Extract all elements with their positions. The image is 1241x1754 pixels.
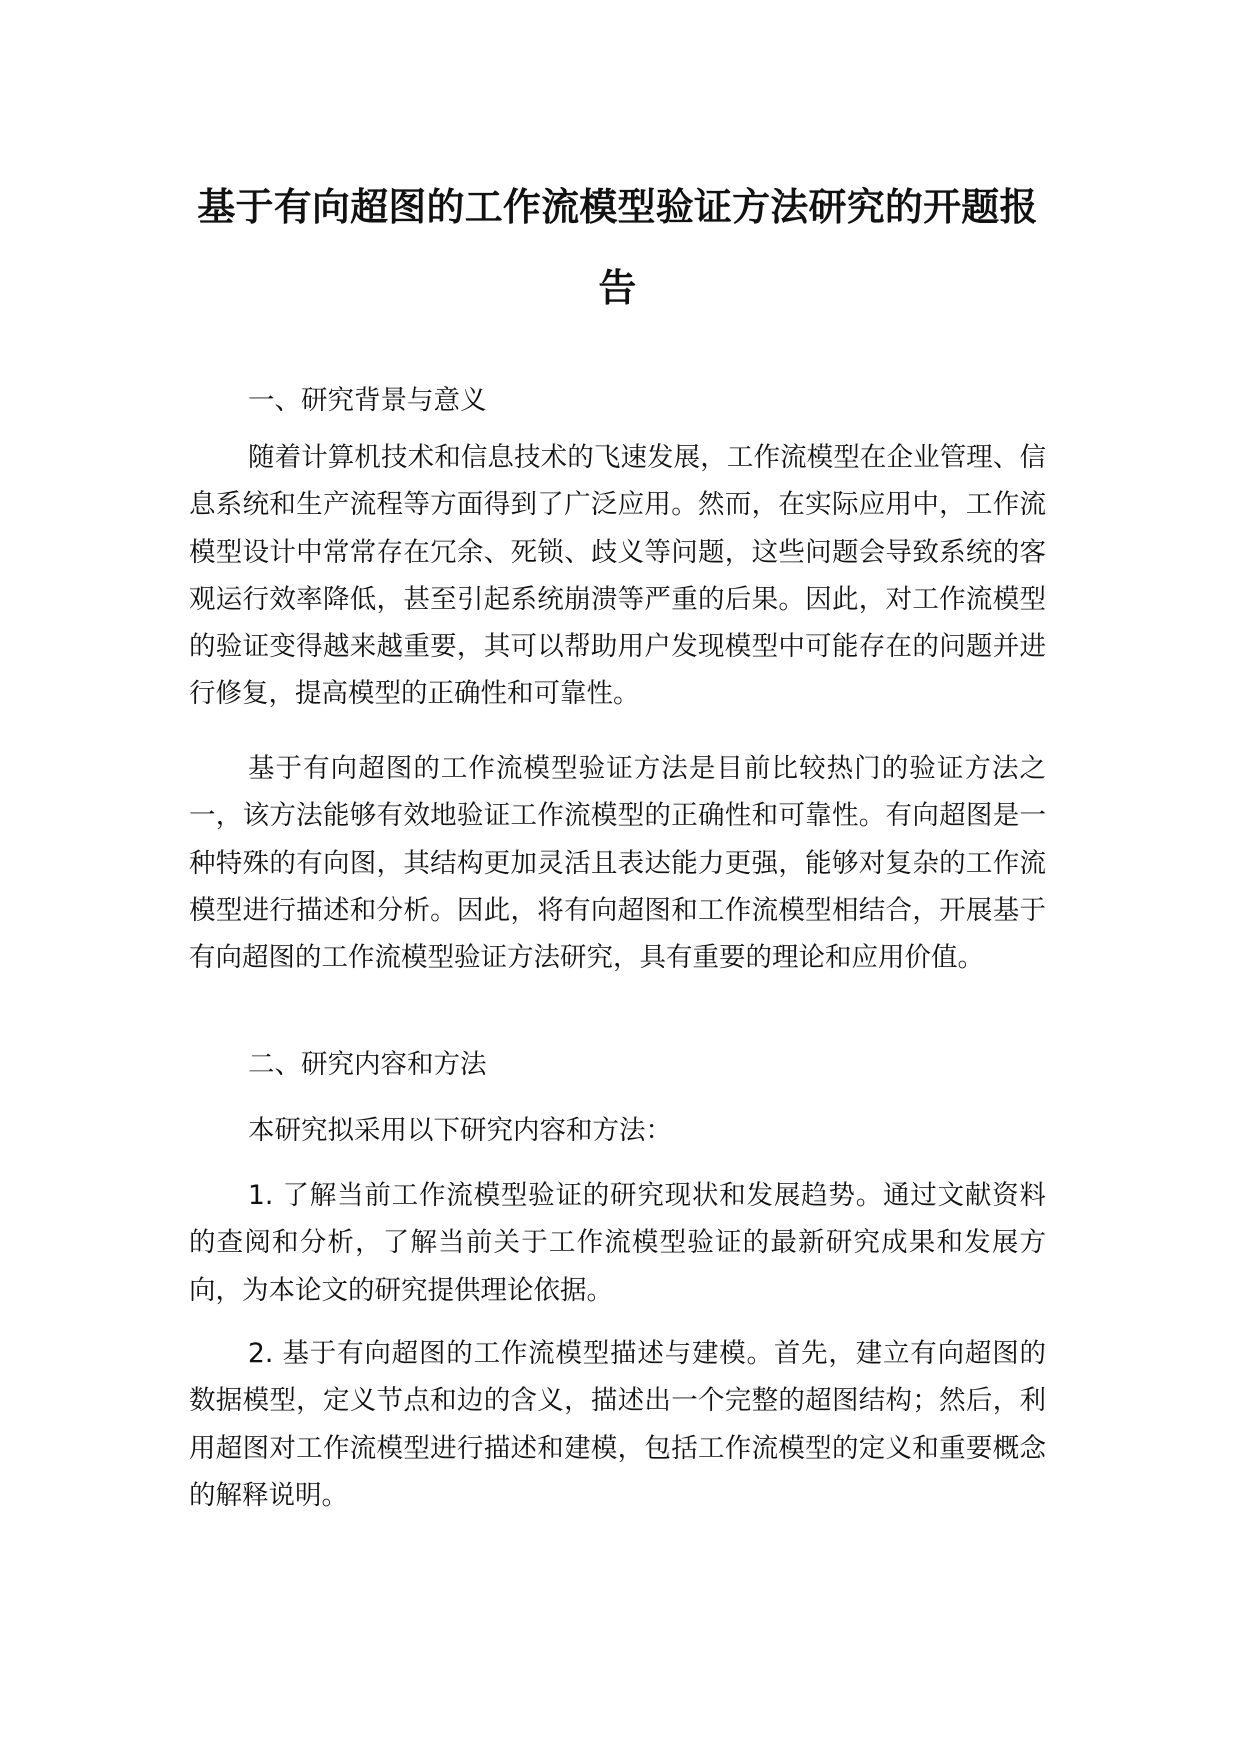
paragraph-background-2: 基于有向超图的工作流模型验证方法是目前比较热门的验证方法之一，该方法能够有效地验证工作流模型的正确性和可靠性。有向超图是一种特殊的有向图，其结构更加灵活且表达能力更强，能够对复杂的工作流模型进行描述和分析。因此，将有向超图和工作流模型相结合，开展基于有向超图的工作流模型验证方法研究，具有重要的理论和应用价值。 <box>189 753 1046 974</box>
document-title-line-2: 告 <box>598 266 637 310</box>
section-heading-background: 一、研究背景与意义 <box>248 385 487 416</box>
list-item-method-2: 2. 基于有向超图的工作流模型描述与建模。首先，建立有向超图的数据模型，定义节点和边的含义，描述出一个完整的超图结构；然后，利用超图对工作流模型进行描述和建模，包括工作流模型的定义和重要概念的解释说明。 <box>189 1338 1046 1511</box>
paragraph-methods-intro: 本研究拟采用以下研究内容和方法： <box>248 1115 672 1146</box>
list-item-method-1: 1. 了解当前工作流模型验证的研究现状和发展趋势。通过文献资料的查阅和分析，了解当前关于工作流模型验证的最新研究成果和发展方向，为本论文的研究提供理论依据。 <box>189 1180 1046 1306</box>
document-title-line-1: 基于有向超图的工作流模型验证方法研究的开题报 <box>197 185 1038 229</box>
paragraph-background-1: 随着计算机技术和信息技术的飞速发展，工作流模型在企业管理、信息系统和生产流程等方面得到了广泛应用。然而，在实际应用中，工作流模型设计中常常存在冗余、死锁、歧义等问题，这些问题会导致系统的客观运行效率降低，甚至引起系统崩溃等严重的后果。因此，对工作流模型的验证变得越来越重要，其可以帮助用户发现模型中可能存在的问题并进行修复，提高模型的正确性和可靠性。 <box>189 442 1046 710</box>
section-heading-methods: 二、研究内容和方法 <box>248 1049 487 1080</box>
